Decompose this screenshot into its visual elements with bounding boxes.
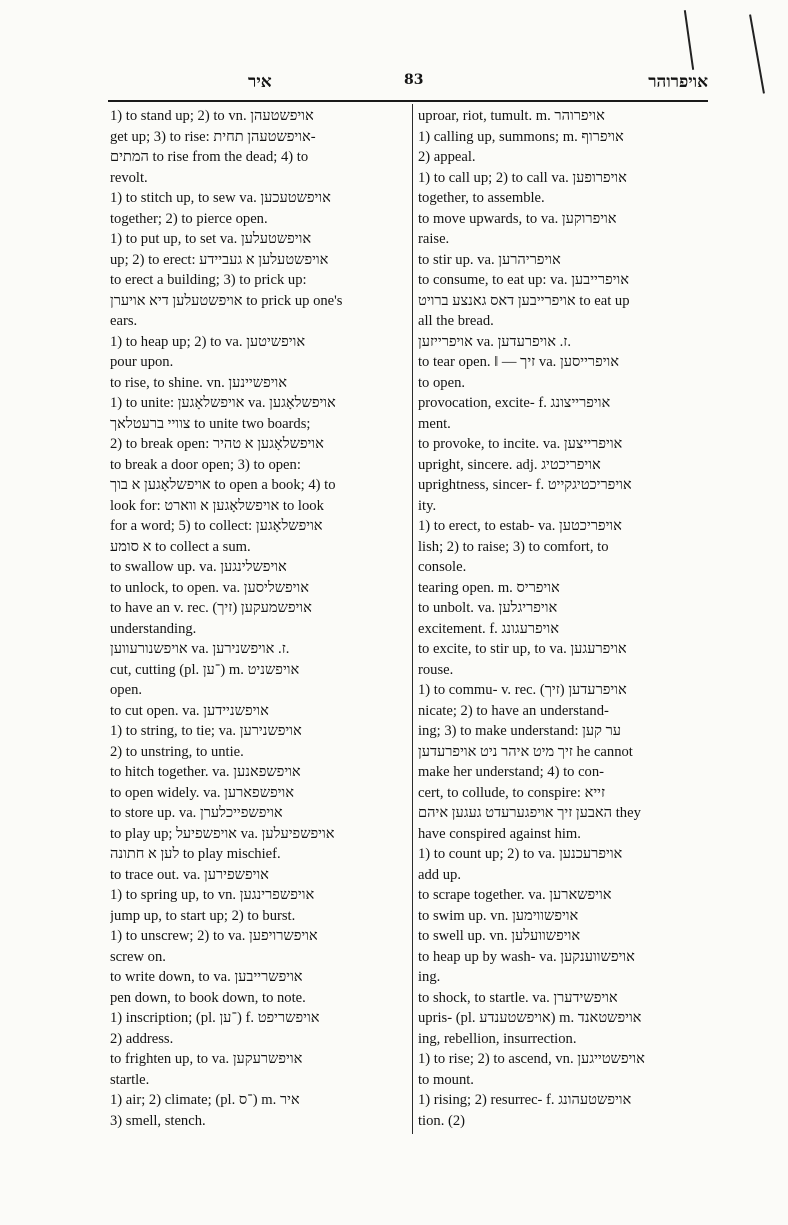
entry-line: console. [418, 559, 467, 575]
entry-line: to move upwards, to va. אויפרוקען [418, 210, 617, 227]
entry-line: 1) calling up, summons; m. אויפרוף [418, 128, 624, 145]
page-header [108, 72, 708, 102]
entry-line: 1) to string, to tie; va. אויפשנירען [110, 723, 302, 739]
entry-line: startle. [110, 1071, 150, 1088]
entry-line: have conspired against him. [418, 825, 581, 842]
right-column [418, 106, 714, 1136]
entry-line: to mount. [418, 1071, 474, 1088]
entry-line: 2) to unstring, to untie. [110, 743, 244, 760]
entry-line: upright, sincere. adj. אויפריכטיג [418, 456, 601, 473]
entry-line: אויפרייזען va. ז. אויפרעדען. [418, 333, 571, 350]
entry-line: ment. [418, 415, 451, 432]
left-guide-word: איר [248, 72, 272, 92]
entry-line: together; 2) to pierce open. [110, 210, 268, 227]
entry-line: זיך מיט איהר ניט אויפרעדען he cannot [418, 743, 633, 760]
entry-line: 1) rising; 2) resurrec- f. אויפשטעהונג [418, 1092, 632, 1108]
entry-line: to swim up. vn. אויפשווימען [418, 907, 579, 924]
entry-line: 2) to break open: אויפשלאָגען א טהיר [110, 436, 324, 452]
entry-line: up; 2) to erect: אויפשטעלען א געביידע [110, 251, 329, 268]
entry-line: cert, to collude, to conspire: זייא [418, 784, 606, 801]
entry-line: to play up; אויפשפיעל va. אויפשפיעלען [110, 825, 335, 842]
entry-line: for a word; 5) to collect: אויפשלאָגען [110, 518, 323, 534]
entry-line: lish; 2) to raise; 3) to comfort, to [418, 538, 609, 555]
entry-line: ing; 3) to make understand: ער קען [418, 723, 622, 739]
entry-line: אויפרייבען דאס גאנצע ברויט to eat up [418, 292, 630, 309]
entry-line: to provoke, to incite. va. אויפרייצען [418, 436, 623, 452]
entry-line: to store up. va. אויפשפייכלערן [110, 805, 283, 821]
entry-line: to hitch together. va. אויפשפאנען [110, 764, 301, 780]
entry-line: to heap up by wash- va. אויפשווענקען [418, 948, 635, 965]
entry-line: 1) to stitch up, to sew va. אויפשטעכען [110, 190, 331, 206]
entry-line: ing, rebellion, insurrection. [418, 1030, 577, 1047]
entry-line: to consume, to eat up: va. אויפרייבען [418, 272, 630, 288]
entry-line: together, to assemble. [418, 190, 545, 206]
entry-line: to trace out. va. אויפשפירען [110, 866, 269, 883]
entry-line: 2) appeal. [418, 149, 476, 165]
entry-line: to open. [418, 374, 466, 391]
entry-line: to write down, to va. אויפשרייבען [110, 969, 303, 985]
page-number: 83 [404, 72, 424, 88]
right-guide-word: אויפרוהר [648, 72, 708, 92]
entry-line: make her understand; 4) to con- [418, 764, 605, 780]
entry-line: 3) smell, stench. [110, 1112, 206, 1129]
entry-line: ing. [418, 969, 441, 985]
entry-line: to scrape together. va. אויפשארען [418, 887, 612, 903]
entry-line: jump up, to start up; 2) to burst. [110, 907, 296, 924]
entry-line: raise. [418, 231, 450, 247]
entry-line: to swallow up. va. אויפשלינגען [110, 559, 287, 575]
entry-line: provocation, excite- f. אויפרייצונג [418, 395, 611, 411]
entry-line: rouse. [418, 661, 454, 678]
entry-line: pour upon. [110, 354, 174, 370]
margin-mark [749, 14, 765, 93]
entry-line: to rise, to shine. vn. אויפשיינען [110, 374, 288, 391]
entry-line: 1) to unite: אויפשלאָגען va. אויפשלאָגען [110, 395, 336, 411]
entry-line: to open widely. va. אויפשפארען [110, 784, 295, 801]
entry-line: to shock, to startle. va. אויפשידערן [418, 989, 618, 1006]
entry-line: to unlock, to open. va. אויפשליסען [110, 579, 309, 596]
entry-line: to unbolt. va. אויפריגלען [418, 600, 558, 616]
entry-line: 1) to stand up; 2) to vn. אויפשטעהן [110, 108, 314, 124]
entry-line: pen down, to book down, to note. [110, 989, 306, 1006]
entry-line: 1) to heap up; 2) to va. אויפשיטען [110, 333, 306, 350]
entry-line: המתים to rise from the dead; 4) to [110, 149, 309, 165]
entry-line: 1) to spring up, to vn. אויפשפרינגען [110, 887, 315, 903]
column-divider [412, 104, 413, 1134]
entry-line: open. [110, 682, 143, 698]
entry-line: to break a door open; 3) to open: [110, 456, 301, 473]
entry-line: 1) to call up; 2) to call va. אויפרופען [418, 169, 627, 186]
entry-line: לען א חתונה to play mischief. [110, 846, 281, 862]
entry-line: revolt. [110, 169, 148, 186]
entry-line: to cut open. va. אויפשניידען [110, 702, 269, 719]
entry-line: 1) air; 2) climate; (pl. ־ס) m. איר [110, 1092, 300, 1108]
entry-line: to excite, to stir up, to va. אויפרעגען [418, 641, 627, 657]
entry-line: צוויי ברעטלאך to unite two boards; [110, 415, 311, 432]
entry-line: to tear open. ‖ — זיך va. אויפרייסען [418, 354, 620, 370]
entry-line: אויפשלאָגען א בוך to open a book; 4) to [110, 477, 336, 493]
entry-line: ity. [418, 497, 437, 514]
entry-line: tion. (2) [418, 1112, 466, 1129]
entry-line: get up; 3) to rise: אויפשטעהן תחית- [110, 128, 316, 145]
entry-line: to swell up. vn. אויפשוועלען [418, 928, 581, 944]
entry-line: אויפשנורעווען va. ז. אויפשנירען. [110, 641, 290, 657]
entry-line: tearing open. m. אויפריס [418, 579, 560, 596]
entry-line: to have an v. rec. (זיך) אויפשמעקען [110, 600, 312, 616]
entry-line: to erect a building; 3) to prick up: [110, 272, 307, 288]
entry-line: אויפשטעלען דיא אויערן to prick up one's [110, 292, 343, 309]
entry-line: האבען זיך אויפגערעדט געגען איהם they [418, 805, 641, 821]
entry-line: 1) to unscrew; 2) to va. אויפשרויפען [110, 928, 318, 944]
entry-line: uproar, riot, tumult. m. אויפרוהר [418, 108, 605, 124]
entry-line: 1) to erect, to estab- va. אויפריכטען [418, 518, 622, 534]
entry-line: 1) to put up, to set va. אויפשטעלען [110, 231, 312, 247]
entry-line: upris- (pl. אויפשטענדע) m. אויפשטאנד [418, 1010, 642, 1026]
entry-line: 1) to rise; 2) to ascend, vn. אויפשטייגען [418, 1051, 645, 1067]
entry-line: screw on. [110, 948, 166, 965]
entry-line: cut, cutting (pl. ־ען) m. אויפשניט [110, 661, 300, 678]
header-rule [108, 100, 708, 102]
entry-line: to frighten up, to va. אויפשרעקען [110, 1051, 303, 1067]
entry-line: all the bread. [418, 313, 494, 329]
entry-line: understanding. [110, 620, 197, 637]
entry-line: 2) address. [110, 1030, 174, 1047]
entry-line: 1) inscription; (pl. ־ען) f. אויפשריפט [110, 1010, 320, 1026]
entry-line: add up. [418, 866, 461, 883]
margin-mark [684, 10, 694, 70]
entry-line: 1) to count up; 2) to va. אויפרעכנען [418, 846, 623, 862]
entry-line: uprightness, sincer- f. אויפריכטיגקייט [418, 477, 632, 493]
entry-line: ears. [110, 313, 138, 329]
entry-line: א סומע to collect a sum. [110, 538, 251, 555]
entry-line: excitement. f. אויפרעגונג [418, 620, 559, 637]
entry-line: look for: אויפשלאָגען א ווארט to look [110, 497, 324, 514]
left-column [110, 106, 406, 1136]
entry-line: 1) to commu- v. rec. (זיך) אויפרעדען [418, 682, 627, 698]
entry-line: to stir up. va. אויפריהרען [418, 251, 561, 268]
entry-line: nicate; 2) to have an understand- [418, 702, 609, 719]
